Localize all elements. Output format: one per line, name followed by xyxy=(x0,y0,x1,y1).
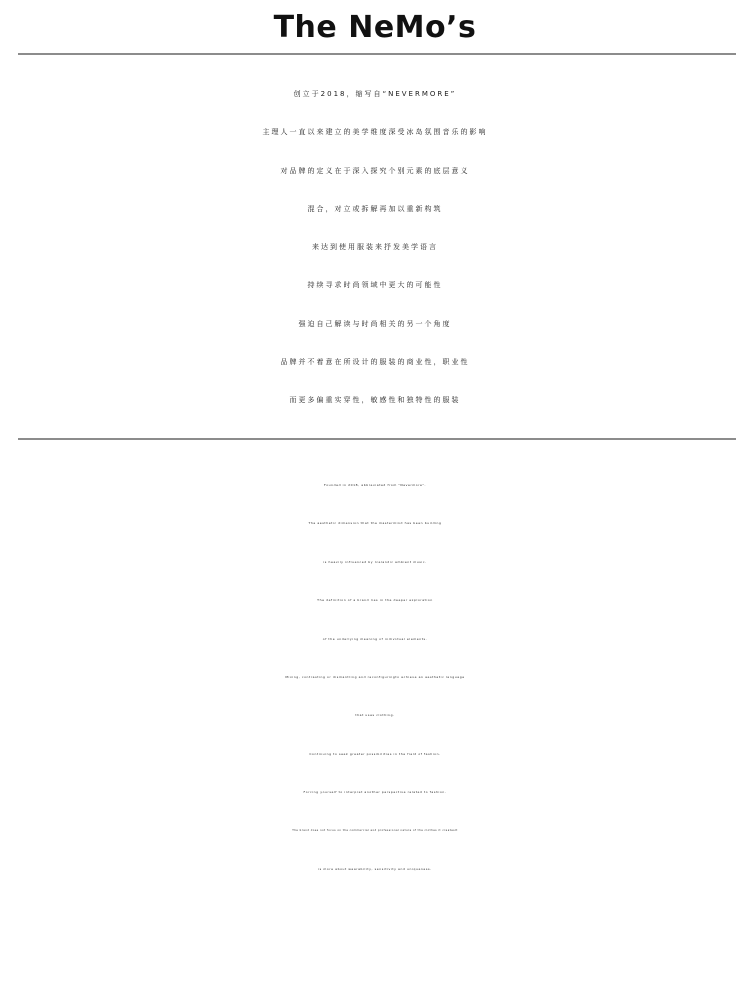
english-line-10: The brand does not focus on the commercial and professional nature of the clothes it createsIt xyxy=(292,828,458,832)
chinese-line-6: 持续寻求时尚领域中更大的可能性 xyxy=(307,281,443,290)
english-line-6: Mixing, contrasting or dismantling and reconfiguringto achieve an aesthetic language xyxy=(285,674,465,679)
english-line-2: The aesthetic dimension that the mastermind has been building xyxy=(308,521,442,526)
chinese-line-7: 强迫自己解读与时尚相关的另一个角度 xyxy=(298,319,452,328)
chinese-line-2: 主理人一直以来建立的美学维度深受冰岛氛围音乐的影响 xyxy=(262,128,488,137)
chinese-line-8: 品牌并不着意在所设计的服装的商业性，职业性 xyxy=(280,358,470,367)
english-line-1: Founded in 2018, abbreviated from "Nevermore". xyxy=(324,483,426,487)
english-line-5: of the underlying meaning of individual elements. xyxy=(322,636,428,641)
english-line-11: is more about wearability, sensitivity and uniqueness. xyxy=(318,866,432,871)
english-line-4: The definition of a brand lies in the deeper exploration xyxy=(317,598,433,603)
chinese-line-9: 而更多偏重实穿性，敏感性和独特性的服装 xyxy=(289,396,461,405)
chinese-line-3: 对品牌的定义在于深入探究个别元素的底层意义 xyxy=(280,166,470,175)
top-divider xyxy=(18,53,736,55)
chinese-description xyxy=(0,75,750,420)
middle-divider xyxy=(18,438,736,440)
brand-title: The NeMo’s xyxy=(273,10,477,45)
chinese-line-5: 来达到使用服装来抒发美学语言 xyxy=(312,243,438,252)
english-line-8: Continuing to seek greater possibilities in the field of fashion. xyxy=(309,751,441,756)
chinese-line-1: 创立于2018，缩写自“NEVERMORE” xyxy=(293,90,457,98)
english-line-7: that uses clothing. xyxy=(355,713,395,718)
english-line-3: is heavily influenced by Icelandic ambient music. xyxy=(323,559,427,564)
chinese-line-4: 混合，对立或拆解再加以重新构筑 xyxy=(307,204,443,213)
english-line-9: Forcing yourself to interpret another perspective related to fashion. xyxy=(303,790,447,795)
english-description xyxy=(0,466,750,888)
